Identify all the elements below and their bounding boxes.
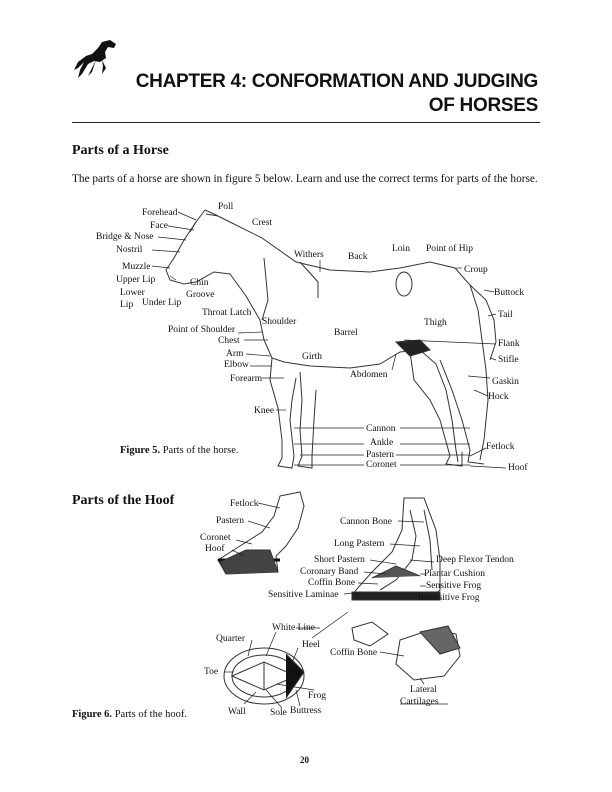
label-crest: Crest [252, 218, 273, 228]
hoof-label-coffin-bone-2: Coffin Bone [330, 648, 378, 658]
label-gaskin: Gaskin [492, 377, 519, 387]
hoof-label-fetlock: Fetlock [230, 499, 259, 509]
label-forearm: Forearm [230, 374, 263, 384]
hoof-label-short-pastern: Short Pastern [314, 555, 365, 565]
hoof-label-sensitive-frog: Sensitive Frog [426, 581, 482, 591]
hoof-label-toe: Toe [204, 667, 219, 677]
label-hoof: Hoof [508, 463, 528, 473]
hoof-label-frog: Frog [308, 691, 326, 701]
label-poll: Poll [218, 202, 234, 212]
figure5-caption-text: Parts of the horse. [160, 445, 239, 456]
label-chin: Chin [190, 278, 209, 288]
label-loin: Loin [392, 244, 410, 254]
hoof-label-coffin-bone: Coffin Bone [308, 578, 356, 588]
intro-paragraph: The parts of a horse are shown in figure 5 below. Learn and use the correct terms for parts of the horse. [72, 173, 538, 185]
label-cannon: Cannon [366, 424, 396, 434]
label-stifle: Stifle [498, 355, 519, 365]
label-shoulder: Shoulder [262, 317, 297, 327]
label-upper-lip: Upper Lip [116, 275, 156, 285]
label-tail: Tail [498, 310, 513, 320]
label-lip: Lip [120, 300, 134, 310]
label-knee: Knee [254, 406, 275, 416]
hoof-label-long-pastern: Long Pastern [334, 539, 385, 549]
hoof-label-quarter: Quarter [216, 634, 246, 644]
hoof-label-deep-flexor: Deep Flexor Tendon [436, 555, 514, 565]
label-barrel: Barrel [334, 328, 358, 338]
label-point-of-shoulder: Point of Shoulder [168, 325, 236, 335]
label-throat-latch: Throat Latch [202, 308, 252, 318]
hoof-label-white-line: White Line [272, 623, 315, 633]
label-fetlock: Fetlock [486, 442, 515, 452]
label-elbow: Elbow [224, 360, 249, 370]
hoof-label-cartilages: Cartilages [400, 697, 439, 707]
page-number: 20 [300, 755, 309, 765]
hoof-label-buttress: Buttress [290, 706, 322, 716]
hoof-label-insensitive-frog: Insensitive Frog [418, 593, 480, 603]
hoof-label-cannon-bone: Cannon Bone [340, 517, 392, 527]
label-buttock: Buttock [494, 288, 525, 298]
label-hock: Hock [488, 392, 509, 402]
label-face: Face [150, 221, 168, 231]
label-abdomen: Abdomen [350, 370, 388, 380]
hoof-label-wall: Wall [228, 707, 246, 717]
label-coronet: Coronet [366, 460, 397, 470]
label-thigh: Thigh [424, 318, 447, 328]
label-croup: Croup [464, 265, 488, 275]
label-nostril: Nostril [116, 245, 143, 255]
label-withers: Withers [294, 250, 324, 260]
chapter-title-line2: OF HORSES [428, 95, 538, 116]
label-girth: Girth [302, 352, 323, 362]
figure6-caption-text: Parts of the hoof. [112, 709, 188, 720]
hoof-label-coronary-band: Coronary Band [300, 567, 359, 577]
chapter-title-line1: CHAPTER 4: CONFORMATION AND JUDGING [135, 71, 538, 92]
label-muzzle: Muzzle [122, 262, 151, 272]
hoof-label-pastern: Pastern [216, 516, 244, 526]
section-heading-parts-of-horse: Parts of a Horse [72, 143, 169, 158]
figure5-caption-bold: Figure 5. [120, 445, 161, 456]
figure6-caption [72, 709, 187, 720]
hoof-label-sensitive-laminae: Sensitive Laminae [268, 590, 339, 600]
label-back: Back [348, 252, 368, 262]
hoof-label-hoof: Hoof [205, 544, 225, 554]
label-arm: Arm [226, 349, 244, 359]
label-point-of-hip: Point of Hip [426, 244, 473, 254]
section-heading-parts-of-hoof: Parts of the Hoof [72, 493, 175, 508]
label-chest: Chest [218, 336, 240, 346]
figure6-caption-bold: Figure 6. [72, 709, 113, 720]
label-forehead: Forehead [142, 208, 178, 218]
hoof-label-heel: Heel [302, 640, 320, 650]
hoof-label-plantar-cushion: Plantar Cushion [424, 569, 485, 579]
hoof-label-sole: Sole [270, 708, 287, 718]
hoof-label-lateral: Lateral [410, 685, 437, 695]
label-under-lip: Under Lip [142, 298, 182, 308]
label-ankle: Ankle [370, 438, 394, 448]
label-bridge-nose: Bridge & Nose [96, 232, 154, 242]
label-groove: Groove [186, 290, 215, 300]
label-lower: Lower [120, 288, 145, 298]
hoof-label-coronet: Coronet [200, 533, 231, 543]
label-pastern: Pastern [366, 450, 394, 460]
label-flank: Flank [498, 339, 520, 349]
